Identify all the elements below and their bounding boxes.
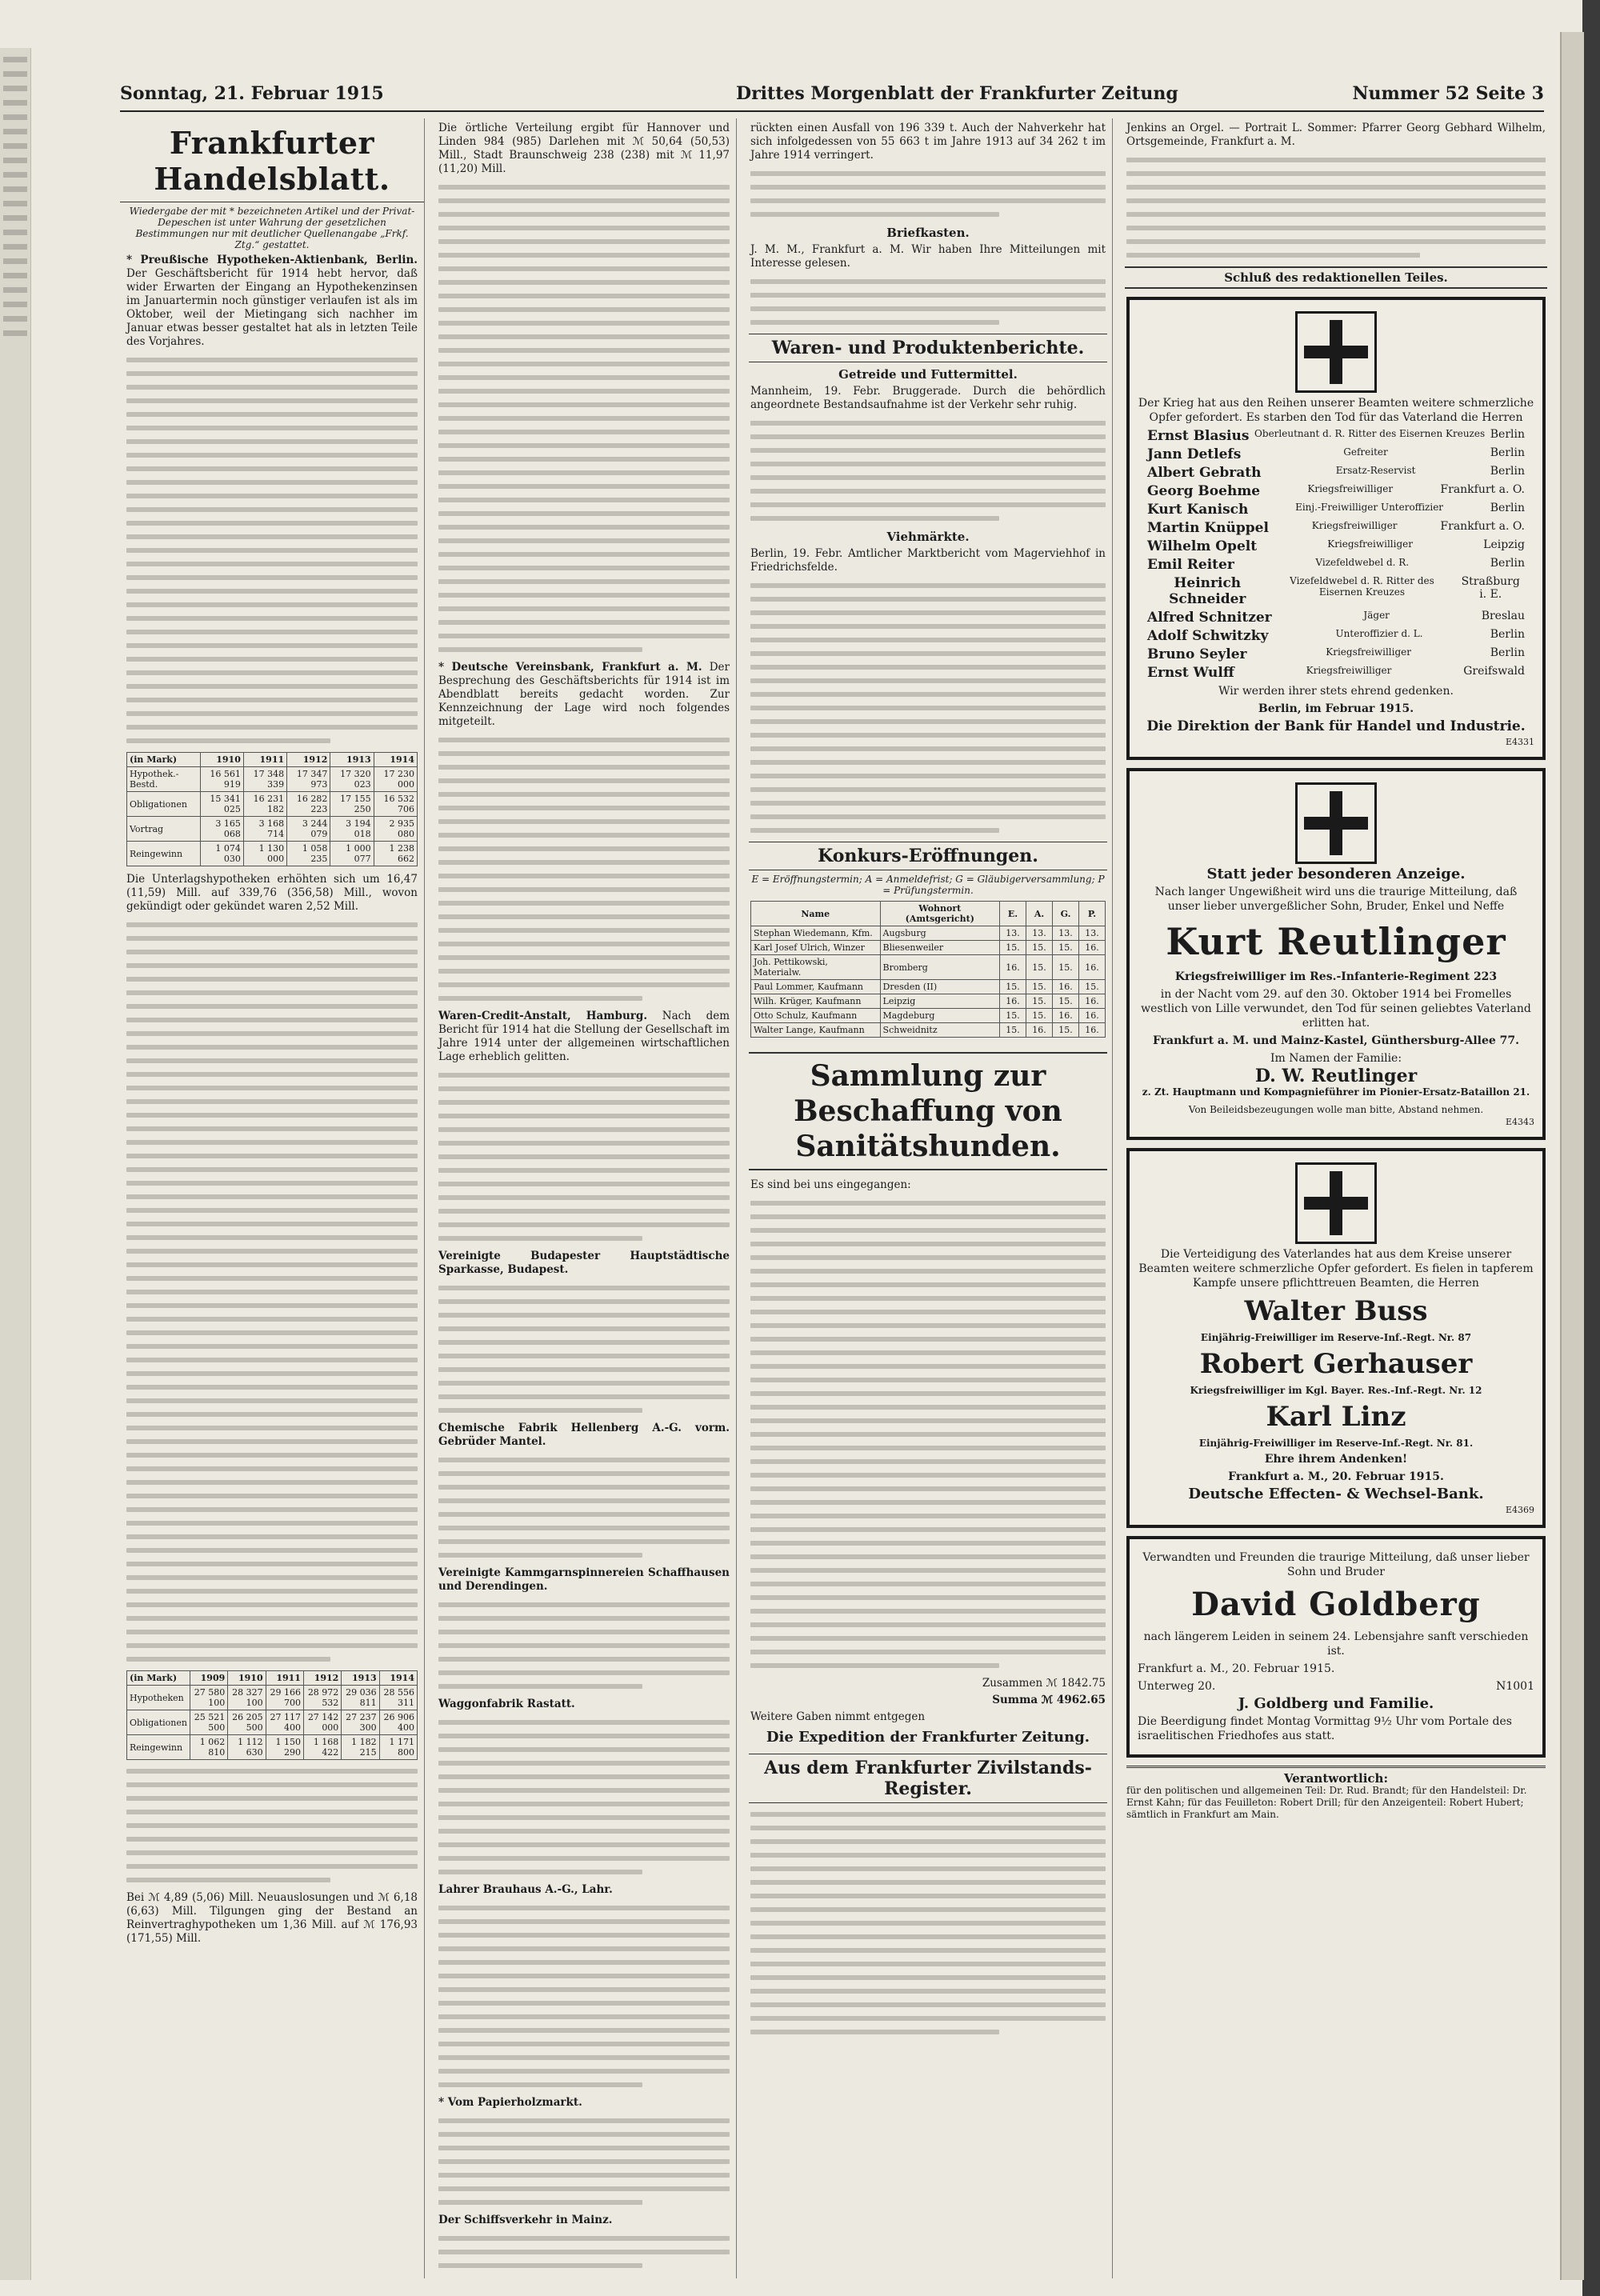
obituary-intro: Statt jeder besonderen Anzeige. (1206, 866, 1466, 882)
running-header (120, 78, 1544, 112)
column-handelsblatt (120, 118, 425, 2278)
article-text-block (438, 1286, 730, 1413)
table-row (127, 1735, 418, 1760)
fallen-name: Ernst Blasius (1147, 428, 1250, 444)
fallen-rank: Kriegsfreiwilliger (1307, 483, 1394, 494)
article-heading: Waren-Credit-Anstalt, Hamburg. (438, 1010, 648, 1022)
table-header-cell: E. (1000, 902, 1026, 926)
sammlung-total: Summa ℳ 4962.65 (992, 1694, 1106, 1706)
article-text-block (750, 583, 1106, 833)
table-cell: 16. (1079, 1023, 1106, 1038)
table-cell: 1 150 290 (266, 1735, 303, 1760)
obituary-ref: E4343 (1505, 1117, 1534, 1127)
table-cell: 15. (1026, 955, 1053, 980)
article-body: Der Geschäftsbericht für 1914 hebt hervor, daß wider Erwarten der Eingang an Hypothekenzinsen im Januartermin noch günstiger verlaufen ist als im Oktober, weil der Mietingang sich nachher im Januar etwas besser gestaltet hat als in letzten Teile des Vorjahres. (126, 267, 418, 348)
konkurs-row (751, 926, 1106, 941)
table-header-cell: 1910 (228, 1671, 266, 1686)
zivilstand-list (750, 1812, 1106, 2034)
table-cell: 1 171 800 (379, 1735, 417, 1760)
obituary-text: nach längerem Leiden in seinem 24. Lebensjahre sanft verschieden ist. (1143, 1630, 1529, 1658)
fallen-name: Georg Boehme (1147, 483, 1261, 499)
obituary-signer-detail: z. Zt. Hauptmann und Kompagnieführer im Pionier-Ersatz-Bataillon 21. (1142, 1086, 1530, 1098)
fallen-name: Albert Gebrath (1147, 465, 1262, 481)
table-cell: Reingewinn (127, 1735, 190, 1760)
table-cell: Schweidnitz (880, 1023, 999, 1038)
table-cell: 17 320 023 (330, 767, 374, 792)
fallen-rank: Vizefeldwebel d. R. (1315, 557, 1410, 568)
obituary-signature: Die Direktion der Bank für Handel und Industrie. (1146, 718, 1526, 734)
fallen-rank: Einjährig-Freiwilliger im Reserve-Inf.-Regt. Nr. 81. (1198, 1438, 1474, 1449)
obituary-place: Frankfurt a. M., 20. Februar 1915. (1228, 1470, 1444, 1483)
obituary-reutlinger (1126, 768, 1546, 1140)
article-heading-lahrer-brauhaus: Lahrer Brauhaus A.-G., Lahr. (438, 1883, 613, 1896)
obituary-bank-handel-industrie (1126, 297, 1546, 760)
table-cell: 3 194 018 (330, 817, 374, 842)
table-cell: 16. (1000, 994, 1026, 1009)
balance-table-1 (126, 752, 418, 866)
table-cell: 3 165 068 (200, 817, 243, 842)
fallen-place: Berlin (1490, 446, 1525, 459)
table-header-cell: A. (1026, 902, 1053, 926)
imprint-text: für den politischen und allgemeinen Teil: Dr. Rud. Brandt; für den Handelsteil: Dr. Ernst Kahn; für das Feuilleton: Robert Drill; für den Anzeigenteil: Robert Hubert; sämtlich in Frankfurt am Main. (1126, 1785, 1527, 1820)
sammlung-expedition: Die Expedition der Frankfurter Zeitung. (766, 1729, 1090, 1746)
fallen-rank: Kriegsfreiwilliger (1327, 538, 1413, 550)
table-header-cell: 1911 (266, 1671, 303, 1686)
donor-list (750, 1201, 1106, 1668)
table-cell: 15. (1026, 980, 1053, 994)
table-cell: 13. (1079, 926, 1106, 941)
article-heading-budapest: Vereinigte Budapester Hauptstädtische Sparkasse, Budapest. (438, 1250, 730, 1276)
table-cell: 1 112 630 (228, 1735, 266, 1760)
fallen-rank: Kriegsfreiwilliger (1326, 646, 1411, 658)
table-cell: 17 347 973 (287, 767, 330, 792)
table-cell: Bromberg (880, 955, 999, 980)
sammlung-intro: Es sind bei uns eingegangen: (750, 1178, 911, 1191)
table-cell: 15. (1026, 994, 1053, 1009)
fallen-entry (1147, 575, 1525, 607)
konkurs-row (751, 941, 1106, 955)
article-heading: * Deutsche Vereinsbank, Frankfurt a. M. (438, 661, 702, 674)
fallen-name: Ernst Wulff (1147, 665, 1234, 681)
table-cell: 2 935 080 (374, 817, 417, 842)
fallen-name: Heinrich Schneider (1169, 575, 1246, 607)
fallen-name: Karl Linz (1266, 1401, 1406, 1433)
konkurs-row (751, 955, 1106, 980)
fallen-entry (1147, 502, 1525, 518)
table-cell: Karl Josef Ulrich, Winzer (751, 941, 881, 955)
article-preussische-hypotheken (126, 254, 418, 349)
obituary-goldberg (1126, 1536, 1546, 1758)
fallen-entry (1147, 665, 1525, 681)
iron-cross-icon (1304, 320, 1368, 384)
table-cell: Obligationen (127, 1710, 190, 1735)
briefkasten-heading: Briefkasten. (886, 226, 970, 240)
fallen-entry (1147, 628, 1525, 644)
table-cell: 1 182 215 (342, 1735, 379, 1760)
imprint (1126, 1766, 1546, 1821)
adjacent-page-edge (0, 48, 31, 2280)
article-text-block (438, 1458, 730, 1558)
table-cell: Reingewinn (127, 842, 201, 866)
column-business-news (432, 118, 737, 2278)
iron-cross-frame (1295, 1162, 1377, 1244)
table-cell: 16 231 182 (243, 792, 286, 817)
article-text-block (438, 2118, 730, 2205)
fallen-place: Frankfurt a. O. (1440, 520, 1525, 533)
table-cell: 15. (1000, 980, 1026, 994)
table-cell: Bliesenweiler (880, 941, 999, 955)
table-cell: 17 155 250 (330, 792, 374, 817)
obituary-outro: Wir werden ihrer stets ehrend gedenken. (1218, 685, 1454, 698)
article-footer-text: Bei ℳ 4,89 (5,06) Mill. Neuauslosungen und ℳ 6,18 (6,63) Mill. Tilgungen ging der Bestand an Reinvertraghypotheken um 1,36 Mill. auf ℳ 176,93 (171,55) Mill. (126, 1891, 418, 1945)
fallen-place: Greifswald (1463, 665, 1525, 678)
article-text-block (438, 1720, 730, 1874)
fallen-entry (1147, 465, 1525, 481)
fallen-rank: Unteroffizier d. L. (1335, 628, 1423, 639)
table-header-cell: 1910 (200, 753, 243, 767)
article-intro: Die örtliche Verteilung ergibt für Hannover und Linden 984 (985) Darlehen mit ℳ 50,64 (50,53) Mill., Stadt Braunschweig 238 (238) mit ℳ 11,97 (11,20) Mill. (438, 122, 730, 175)
konkurs-table (750, 901, 1106, 1038)
waren-section-title: Waren- und Produktenberichte. (749, 334, 1107, 362)
fallen-place: Berlin (1490, 557, 1525, 570)
column-reports (744, 118, 1113, 2278)
table-header-cell: (in Mark) (127, 753, 201, 767)
table-cell: Paul Lommer, Kaufmann (751, 980, 881, 994)
section-masthead: Frankfurter Handelsblatt. (120, 125, 424, 202)
reprint-note: Wiedergabe der mit * bezeichneten Artikel und der Privat-Depeschen ist unter Wahrung der gesetzlichen Bestimmungen nur mit deutlicher Quellenangabe „Frkf. Ztg.“ gestattet. (129, 206, 415, 250)
getreide-heading: Getreide und Futtermittel. (838, 367, 1018, 382)
fallen-name: Martin Knüppel (1147, 520, 1269, 536)
iron-cross-frame (1295, 311, 1377, 393)
obituary-note: Die Beerdigung findet Montag Vormittag 9½ Uhr vom Portale des israelitischen Friedhofes aus statt. (1138, 1715, 1512, 1742)
table-cell: 15. (1000, 1009, 1026, 1023)
table-header-cell: 1913 (342, 1671, 379, 1686)
table-header-cell: P. (1079, 902, 1106, 926)
article-text-block (750, 279, 1106, 325)
fallen-name: Walter Buss (1244, 1295, 1428, 1327)
obituary-intro: Die Verteidigung des Vaterlandes hat aus dem Kreise unserer Beamten weitere schmerzliche Opfer gefordert. Es fielen in tapferem Kampfe unsere pflichttreuen Beamten, die Herren (1138, 1248, 1534, 1290)
article-text-block (438, 1073, 730, 1241)
table-cell: 27 237 300 (342, 1710, 379, 1735)
article-waren-credit (438, 1010, 730, 1064)
deceased-detail: Kriegsfreiwilliger im Res.-Infanterie-Regiment 223 (1174, 970, 1498, 983)
table-cell: 27 117 400 (266, 1710, 303, 1735)
obituary-ref: N1001 (1496, 1680, 1534, 1693)
table-cell: 3 244 079 (287, 817, 330, 842)
table-cell: 16. (1079, 955, 1106, 980)
sammlung-title: Sammlung zur Beschaffung von Sanitätshunden. (749, 1052, 1107, 1170)
fallen-place: Berlin (1490, 428, 1525, 441)
table-cell: 1 074 030 (200, 842, 243, 866)
table-cell: 3 168 714 (243, 817, 286, 842)
fallen-name: Bruno Seyler (1147, 646, 1247, 662)
notice-text: Jenkins an Orgel. — Portrait L. Sommer: Pfarrer Georg Gebhard Wilhelm, Ortsgemeinde, Frankfurt a. M. (1126, 122, 1546, 148)
konkurs-section-title: Konkurs-Eröffnungen. (749, 842, 1107, 870)
table-header-cell: Wohnort (Amtsgericht) (880, 902, 999, 926)
sammlung-subtotal: Zusammen ℳ 1842.75 (982, 1677, 1106, 1690)
obituary-intro: Verwandten und Freunden die traurige Mitteilung, daß unser lieber Sohn und Bruder (1142, 1551, 1530, 1578)
table-cell: 15 341 025 (200, 792, 243, 817)
table-header-cell: Name (751, 902, 881, 926)
article-text-block (438, 185, 730, 652)
table-cell: 1 168 422 (303, 1735, 341, 1760)
table-row (127, 767, 418, 792)
table-cell: 27 142 000 (303, 1710, 341, 1735)
table-cell: 15. (1053, 955, 1079, 980)
fallen-list (1138, 1295, 1534, 1449)
fallen-entry (1138, 1295, 1534, 1343)
article-text-block (438, 1906, 730, 2087)
fallen-place: Frankfurt a. O. (1440, 483, 1525, 496)
fallen-list (1138, 428, 1534, 681)
table-cell: 1 238 662 (374, 842, 417, 866)
obituary-signature: Deutsche Effecten- & Wechsel-Bank. (1188, 1486, 1484, 1502)
obituary-address: Unterweg 20. (1138, 1680, 1216, 1693)
deceased-name: Kurt Reutlinger (1166, 920, 1506, 963)
obituary-outro: Ehre ihrem Andenken! (1264, 1453, 1408, 1466)
table-cell: 16 282 223 (287, 792, 330, 817)
obituary-ref: E4369 (1505, 1505, 1534, 1515)
table-cell: 16. (1079, 941, 1106, 955)
header-page-number: Nummer 52 Seite 3 (1352, 83, 1544, 104)
table-row (127, 842, 418, 866)
table-cell: 1 130 000 (243, 842, 286, 866)
konkurs-row (751, 980, 1106, 994)
table-cell: 16. (1053, 1009, 1079, 1023)
table-row (127, 792, 418, 817)
table-cell: 29 036 811 (342, 1686, 379, 1710)
article-heading-waggonfabrik: Waggonfabrik Rastatt. (438, 1698, 575, 1710)
table-cell: Augsburg (880, 926, 999, 941)
table-cell: 1 062 810 (190, 1735, 227, 1760)
table-row (127, 1710, 418, 1735)
fallen-rank: Gefreiter (1343, 446, 1388, 458)
fallen-entry (1147, 610, 1525, 626)
table-cell: 15. (1000, 1023, 1026, 1038)
fallen-rank: Einjährig-Freiwilliger im Reserve-Inf.-Regt. Nr. 87 (1200, 1332, 1472, 1343)
konkurs-row (751, 994, 1106, 1009)
obituary-signer: D. W. Reutlinger (1254, 1066, 1418, 1086)
table-header-cell: 1914 (374, 753, 417, 767)
table-cell: 15. (1026, 941, 1053, 955)
table-cell: 15. (1053, 1023, 1079, 1038)
obituary-text: Nach langer Ungewißheit wird uns die traurige Mitteilung, daß unser lieber unvergeßlicher Sohn, Bruder, Enkel und Neffe (1154, 886, 1518, 913)
obituary-place: Frankfurt a. M. und Mainz-Kastel, Günthersburg-Allee 77. (1152, 1034, 1520, 1047)
fallen-entry (1138, 1401, 1534, 1449)
iron-cross-icon (1304, 1171, 1368, 1235)
obituary-effecten-wechsel-bank (1126, 1148, 1546, 1528)
obituary-ref: E4331 (1505, 737, 1534, 747)
table-cell: 28 556 311 (379, 1686, 417, 1710)
article-text-block (126, 922, 418, 1662)
table-cell: 25 521 500 (190, 1710, 227, 1735)
table-row (127, 817, 418, 842)
article-text-block (438, 1602, 730, 1689)
fallen-rank: Kriegsfreiwilliger (1306, 665, 1392, 676)
table-cell: Hypotheken (127, 1686, 190, 1710)
fallen-name: Jann Detlefs (1147, 446, 1242, 462)
table-cell: Hypothek.-Bestd. (127, 767, 201, 792)
konkurs-row (751, 1009, 1106, 1023)
column-notices (1120, 118, 1552, 2278)
table-cell: Stephan Wiedemann, Kfm. (751, 926, 881, 941)
iron-cross-icon (1304, 791, 1368, 855)
article-heading-kammgarnspinnereien: Vereinigte Kammgarnspinnereien Schaffhausen und Derendingen. (438, 1566, 730, 1593)
table-header-cell: 1914 (379, 1671, 417, 1686)
table-cell: Dresden (II) (880, 980, 999, 994)
table-cell: Otto Schulz, Kaufmann (751, 1009, 881, 1023)
fallen-name: Emil Reiter (1147, 557, 1234, 573)
notice-text-block (1126, 158, 1546, 258)
table-header-cell: G. (1053, 902, 1079, 926)
table-header-cell: 1913 (330, 753, 374, 767)
table-cell: 16 532 706 (374, 792, 417, 817)
article-text-block (750, 421, 1106, 521)
fallen-place: Leipzig (1483, 538, 1525, 551)
table-cell: 29 166 700 (266, 1686, 303, 1710)
obituary-signer: J. Goldberg und Familie. (1238, 1695, 1434, 1712)
table-header-cell: (in Mark) (127, 1671, 190, 1686)
fallen-entry (1138, 1348, 1534, 1396)
imprint-title: Verantwortlich: (1284, 1771, 1388, 1786)
obituary-note: Von Beileidsbezeugungen wolle man bitte, Abstand nehmen. (1188, 1104, 1484, 1115)
article-intro: rückten einen Ausfall von 196 339 t. Auch der Nahverkehr hat sich infolgedessen von 55 663 t im Jahre 1913 auf 34 262 t im Jahre 1914 verringert. (750, 122, 1106, 162)
article-heading-schiffsverkehr: Der Schiffsverkehr in Mainz. (438, 2214, 613, 2226)
table-cell: 15. (1000, 941, 1026, 955)
fallen-rank: Kriegsfreiwilliger (1311, 520, 1398, 531)
konkurs-row (751, 1023, 1106, 1038)
table-cell: 17 348 339 (243, 767, 286, 792)
table-cell: Walter Lange, Kaufmann (751, 1023, 881, 1038)
header-date: Sonntag, 21. Februar 1915 (120, 83, 384, 104)
viehmaerkte-heading: Viehmärkte. (886, 530, 970, 544)
fallen-rank: Ersatz-Reservist (1335, 465, 1416, 476)
table-cell: 15. (1053, 994, 1079, 1009)
fallen-entry (1147, 428, 1525, 444)
konkurs-legend: E = Eröffnungstermin; A = Anmeldefrist; G = Gläubigerversammlung; P = Prüfungstermin. (751, 874, 1105, 896)
table-cell: 15. (1026, 1009, 1053, 1023)
fallen-entry (1147, 520, 1525, 536)
briefkasten-text: J. M. M., Frankfurt a. M. Wir haben Ihre Mitteilungen mit Interesse gelesen. (750, 243, 1106, 270)
fallen-rank: Einj.-Freiwilliger Unteroffizier (1295, 502, 1444, 513)
fallen-name: Adolf Schwitzky (1147, 628, 1269, 644)
obituary-address-row (1138, 1679, 1534, 1694)
table-cell: Wilh. Krüger, Kaufmann (751, 994, 881, 1009)
table-cell: 16. (1079, 994, 1106, 1009)
article-deutsche-vereinsbank (438, 661, 730, 729)
table-cell: 28 972 532 (303, 1686, 341, 1710)
table-cell: Vortrag (127, 817, 201, 842)
fallen-entry (1147, 446, 1525, 462)
article-body: Der Besprechung des Geschäftsberichts für 1914 ist im Abendblatt bereits gedacht worden. Zur Kennzeichnung der Lage wird noch folgendes mitgeteilt. (438, 661, 730, 728)
fallen-rank: Jäger (1363, 610, 1390, 621)
fallen-rank: Oberleutnant d. R. Ritter des Eisernen Kreuzes (1254, 428, 1486, 439)
fallen-rank: Kriegsfreiwilliger im Kgl. Bayer. Res.-Inf.-Regt. Nr. 12 (1190, 1385, 1482, 1396)
table-cell: 27 580 100 (190, 1686, 227, 1710)
fallen-rank: Vizefeldwebel d. R. Ritter des Eisernen Kreuzes (1290, 575, 1434, 598)
iron-cross-frame (1295, 782, 1377, 864)
page-binding-edge (1560, 32, 1584, 2280)
article-text-block (750, 171, 1106, 217)
table-cell: 17 230 000 (374, 767, 417, 792)
fallen-place: Berlin (1490, 646, 1525, 659)
fallen-entry (1147, 538, 1525, 554)
table-cell: 16. (1079, 1009, 1106, 1023)
viehmaerkte-text: Berlin, 19. Febr. Amtlicher Marktbericht vom Magerviehhof in Friedrichsfelde. (750, 547, 1106, 574)
article-text-block (126, 1769, 418, 1882)
fallen-place: Straßburg i. E. (1461, 575, 1520, 601)
deceased-name: David Goldberg (1191, 1586, 1481, 1623)
fallen-place: Breslau (1481, 610, 1525, 622)
obituary-intro: Der Krieg hat aus den Reihen unserer Beamten weitere schmerzliche Opfer gefordert. Es starben den Tod für das Vaterland die Herren (1138, 397, 1534, 424)
table-cell: 26 205 500 (228, 1710, 266, 1735)
table-cell: Magdeburg (880, 1009, 999, 1023)
table-cell: 13. (1053, 926, 1079, 941)
zivilstand-title: Aus dem Frankfurter Zivilstands-Register. (749, 1754, 1107, 1803)
obituary-place: Frankfurt a. M., 20. Februar 1915. (1138, 1662, 1335, 1675)
table-cell: 16. (1026, 1023, 1053, 1038)
table-header-cell: 1912 (287, 753, 330, 767)
fallen-place: Berlin (1490, 628, 1525, 641)
fallen-entry (1147, 483, 1525, 499)
table-cell: 16 561 919 (200, 767, 243, 792)
getreide-text: Mannheim, 19. Febr. Bruggerade. Durch die behördlich angeordnete Bestandsaufnahme ist der Verkehr sehr ruhig. (750, 385, 1106, 411)
article-heading: * Preußische Hypotheken-Aktienbank, Berlin. (126, 254, 418, 266)
table-cell: 16. (1053, 980, 1079, 994)
article-unterlagshypotheken: Die Unterlagshypotheken erhöhten sich um 16,47 (11,59) Mill. auf 339,76 (356,58) Mill., wovon gekündigt oder gekündet waren 2,52 Mill. (126, 873, 418, 913)
fallen-place: Berlin (1490, 502, 1525, 514)
fallen-place: Berlin (1490, 465, 1525, 478)
fallen-name: Robert Gerhauser (1199, 1348, 1473, 1380)
table-header-cell: 1912 (303, 1671, 341, 1686)
table-cell: 15. (1079, 980, 1106, 994)
table-cell: 28 327 100 (228, 1686, 266, 1710)
table-cell: 13. (1000, 926, 1026, 941)
fallen-name: Alfred Schnitzer (1147, 610, 1272, 626)
table-cell: 1 058 235 (287, 842, 330, 866)
end-editorial-marker: Schluß des redaktionellen Teiles. (1125, 266, 1547, 289)
fallen-entry (1147, 557, 1525, 573)
obituary-place: Berlin, im Februar 1915. (1258, 702, 1414, 715)
table-cell: 13. (1026, 926, 1053, 941)
table-row (127, 1686, 418, 1710)
sammlung-more-gifts: Weitere Gaben nimmt entgegen (750, 1710, 926, 1723)
article-text-block (438, 2236, 730, 2268)
fallen-name: Kurt Kanisch (1147, 502, 1249, 518)
table-cell: 26 906 400 (379, 1710, 417, 1735)
table-header-cell: 1911 (243, 753, 286, 767)
table-cell: 15. (1053, 941, 1079, 955)
fallen-entry (1147, 646, 1525, 662)
article-body: Nach dem Bericht für 1914 hat die Stellung der Gesellschaft im Jahre 1914 unter der allgemeinen wirtschaftlichen Lage erheblich gelitten. (438, 1010, 730, 1063)
article-text-block (126, 358, 418, 743)
obituary-family-label: Im Namen der Familie: (1270, 1052, 1402, 1065)
deceased-detail-2: in der Nacht vom 29. auf den 30. Oktober 1914 bei Fromelles westlich von Lille verwundet, den Tod für seinen geliebtes Vaterland erlitten hat. (1141, 988, 1531, 1030)
article-heading-papierholzmarkt: * Vom Papierholzmarkt. (438, 2096, 582, 2109)
table-cell: Joh. Pettikowski, Materialw. (751, 955, 881, 980)
header-publication: Drittes Morgenblatt der Frankfurter Zeitung (736, 83, 1178, 104)
article-text-block (438, 738, 730, 1001)
balance-table-2 (126, 1670, 418, 1760)
table-cell: Leipzig (880, 994, 999, 1009)
table-header-cell: 1909 (190, 1671, 227, 1686)
table-cell: Obligationen (127, 792, 201, 817)
table-cell: 16. (1000, 955, 1026, 980)
table-cell: 1 000 077 (330, 842, 374, 866)
fallen-name: Wilhelm Opelt (1147, 538, 1258, 554)
article-heading-chemische-fabrik: Chemische Fabrik Hellenberg A.-G. vorm. Gebrüder Mantel. (438, 1422, 730, 1448)
